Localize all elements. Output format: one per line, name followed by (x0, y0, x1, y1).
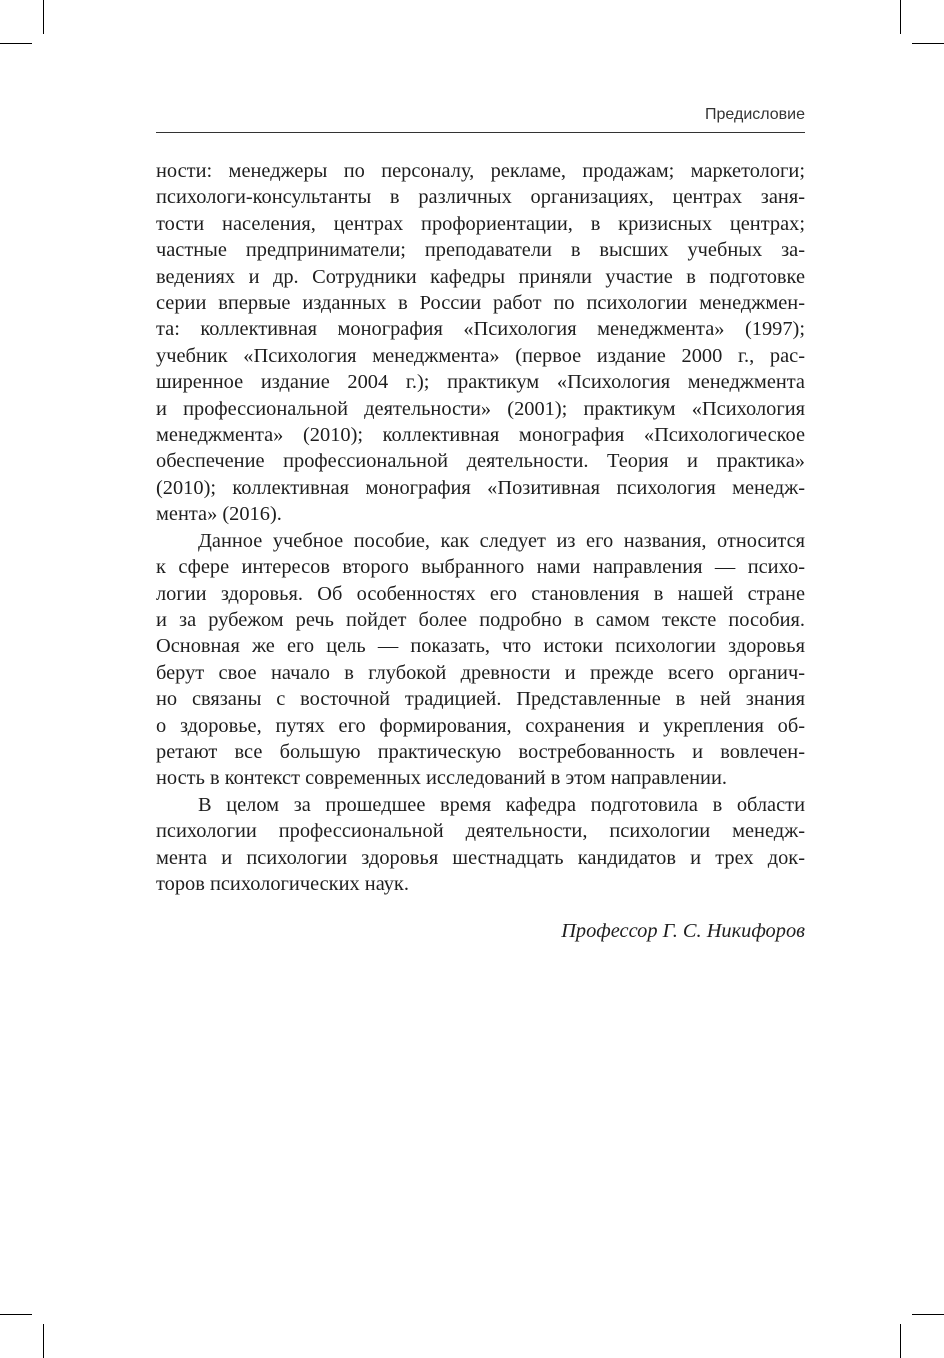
text-line: и профессиональной деятельности» (2001); практикум «Психология (156, 397, 805, 420)
text-line: менеджмента» (2010); коллективная монография «Психологическое (156, 424, 805, 447)
text-line: учебник «Психология менеджмента» (первое издание 2000 г., рас- (156, 344, 805, 367)
text-line: та: коллективная монография «Психология менеджмента» (1997); (156, 318, 805, 341)
paragraph-2 (156, 528, 805, 792)
body-text (156, 158, 805, 897)
text-line: мента и психологии здоровья шестнадцать кандидатов и трех док- (156, 846, 805, 869)
text-line: мента» (2016). (156, 503, 282, 526)
crop-mark-top-left-horizontal (0, 43, 32, 44)
text-line: берут свое начало в глубокой древности и прежде всего органич- (156, 661, 805, 684)
crop-mark-top-right-vertical (900, 0, 901, 34)
paragraph-1 (156, 158, 805, 528)
text-line: ретают все большую практическую востребованность и вовлечен- (156, 740, 805, 763)
crop-mark-top-left-vertical (43, 0, 44, 34)
text-line: психологи-консультанты в различных организациях, центрах заня- (156, 186, 805, 209)
crop-mark-bottom-left-horizontal (0, 1314, 32, 1315)
text-line: логии здоровья. Об особенностях его становления в нашей стране (156, 582, 805, 605)
text-line: но связаны с восточной традицией. Представленные в ней знания (156, 688, 805, 711)
text-line: ность в контекст современных исследований в этом направлении. (156, 767, 727, 790)
crop-mark-bottom-right-vertical (900, 1324, 901, 1358)
text-line: ведениях и др. Сотрудники кафедры приняли участие в подготовке (156, 265, 805, 288)
text-line: ности: менеджеры по персоналу, рекламе, продажам; маркетологи; (156, 160, 805, 182)
crop-mark-top-right-horizontal (912, 43, 944, 44)
text-line: ширенное издание 2004 г.); практикум «Психология менеджмента (156, 371, 805, 394)
crop-mark-bottom-left-vertical (43, 1324, 44, 1358)
text-line: к сфере интересов второго выбранного нами направления — психо- (156, 556, 805, 579)
text-line: серии впервые изданных в России работ по психологии менеджмен- (156, 292, 805, 315)
header-rule (156, 132, 805, 133)
text-line: Данное учебное пособие, как следует из его названия, относится (198, 529, 805, 552)
text-line: обеспечение профессиональной деятельности. Теория и практика» (156, 450, 805, 473)
text-line: и за рубежом речь пойдет более подробно в самом тексте пособия. (156, 608, 805, 631)
crop-mark-bottom-right-horizontal (912, 1314, 944, 1315)
text-line: Основная же его цель — показать, что истоки психологии здоровья (156, 635, 805, 658)
text-line: торов психологических наук. (156, 872, 409, 895)
text-line: о здоровье, путях его формирования, сохранения и укрепления об- (156, 714, 805, 737)
text-line: частные предприниматели; преподаватели в высших учебных за- (156, 239, 805, 262)
running-head: Предисловие (705, 106, 805, 123)
text-line: (2010); коллективная монография «Позитивная психология менедж- (156, 476, 805, 499)
text-line: тости населения, центрах профориентации, в кризисных центрах; (156, 212, 805, 235)
text-line: В целом за прошедшее время кафедра подготовила в области (198, 793, 805, 816)
paragraph-3 (156, 792, 805, 898)
signature: Профессор Г. С. Никифоров (561, 920, 805, 942)
text-line: психологии профессиональной деятельности, психологии менедж- (156, 820, 805, 843)
